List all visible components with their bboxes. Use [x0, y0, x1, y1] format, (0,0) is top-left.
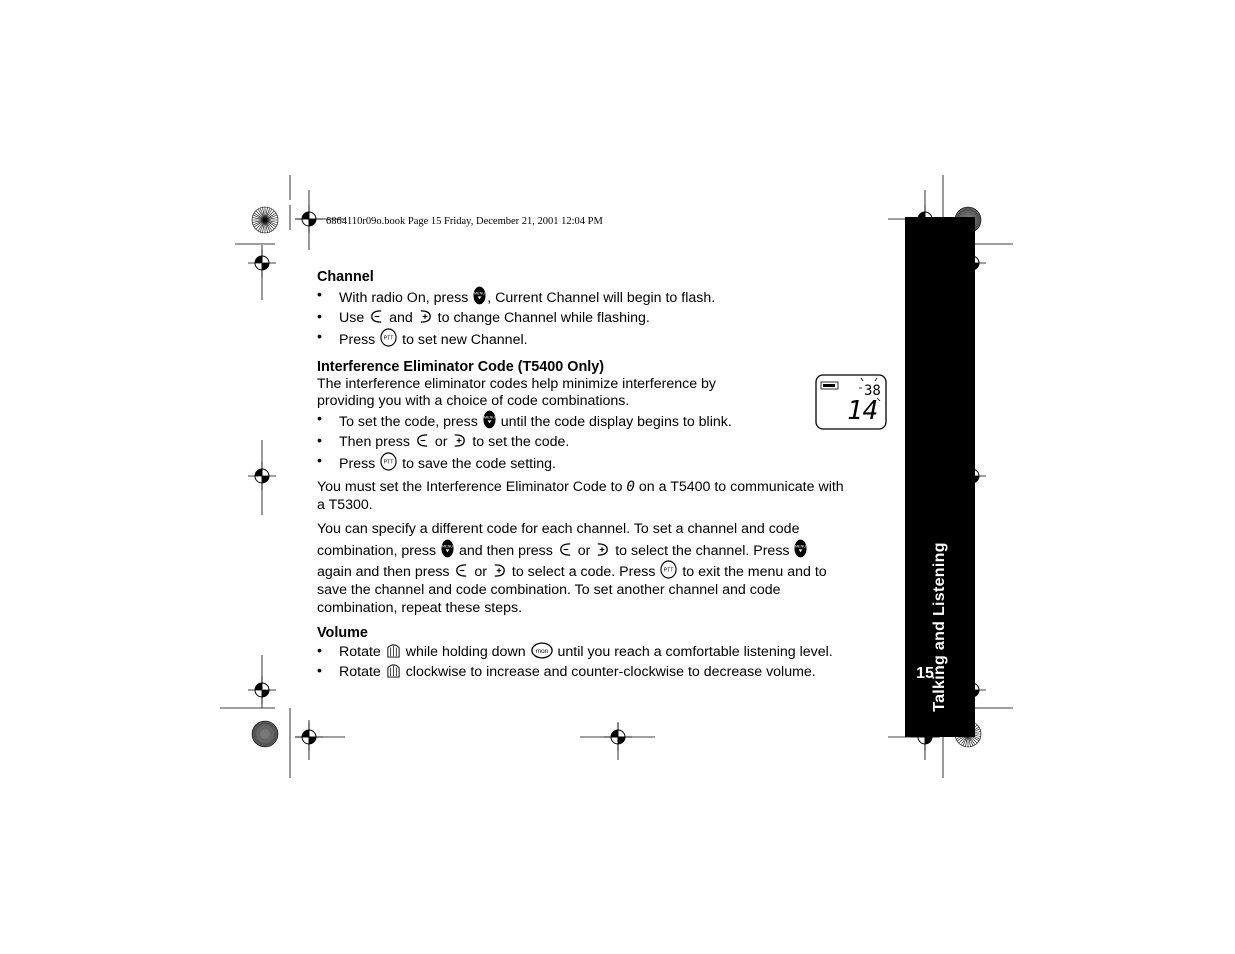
left-arrow-icon [558, 541, 573, 558]
menu-button-icon [441, 539, 454, 558]
ptt-button-icon [380, 328, 397, 347]
iec-steps [317, 410, 892, 475]
right-arrow-icon [418, 308, 433, 325]
right-arrow-icon [452, 432, 467, 449]
left-arrow-icon [454, 562, 469, 579]
list-item: • To set the code, press until the code display begins to blink. [317, 410, 892, 432]
page-content [317, 268, 892, 683]
channel-steps [317, 286, 892, 351]
section-tab-label: Talking and Listening [931, 542, 948, 712]
lcd-channel-digits: 14 [847, 396, 879, 426]
menu-button-icon [794, 539, 807, 558]
right-arrow-icon [595, 541, 610, 558]
ptt-button-icon [380, 452, 397, 471]
list-item: • Then press or to set the code. [317, 432, 892, 452]
left-arrow-icon [415, 432, 430, 449]
iec-intro-line-2: providing you with a choice of code combinations. [317, 392, 630, 409]
volume-steps [317, 642, 892, 682]
menu-button-icon [483, 410, 496, 429]
volume-knob-icon [386, 662, 401, 679]
lcd-zero-glyph: 0 [626, 479, 635, 496]
list-item: • Press to save the code setting. [317, 452, 892, 474]
iec-note: You must set the Interference Eliminator Code to 0 on a T5400 to communicate with a T5300. [317, 479, 844, 514]
section-tab [905, 217, 975, 737]
menu-button-icon [473, 286, 486, 305]
file-header: 6864110r09o.book Page 15 Friday, December 21, 2001 12:04 PM [326, 216, 603, 227]
volume-heading: Volume [317, 625, 368, 642]
list-item: • Use and to change Channel while flashing. [317, 308, 892, 328]
list-item: • Press to set new Channel. [317, 328, 892, 350]
page-number: 15 [916, 665, 934, 682]
ptt-button-icon [660, 560, 677, 579]
lcd-code-digits: 38 [864, 383, 881, 399]
list-item: • Rotate clockwise to increase and counter-clockwise to decrease volume. [317, 662, 892, 682]
list-item: • Rotate while holding down until you reach a comfortable listening level. [317, 642, 892, 662]
list-item: • With radio On, press , Current Channel will begin to flash. [317, 286, 892, 308]
right-arrow-icon [492, 562, 507, 579]
iec-heading: Interference Eliminator Code (T5400 Only) [317, 358, 605, 375]
left-arrow-icon [369, 308, 384, 325]
channel-heading: Channel [317, 269, 374, 285]
iec-intro-line-1: The interference eliminator codes help minimize interference by [317, 375, 717, 392]
iec-channel-code-paragraph: You can specify a different code for each channel. To set a channel and code combination, press and then press or to select the channel. Press again and then press or to select a code. Press to exit the menu and to save the channel and code combination. To set another channel and code combination, repeat these steps. [317, 521, 827, 616]
volume-knob-icon [386, 642, 401, 659]
monitor-button-icon [531, 642, 553, 659]
